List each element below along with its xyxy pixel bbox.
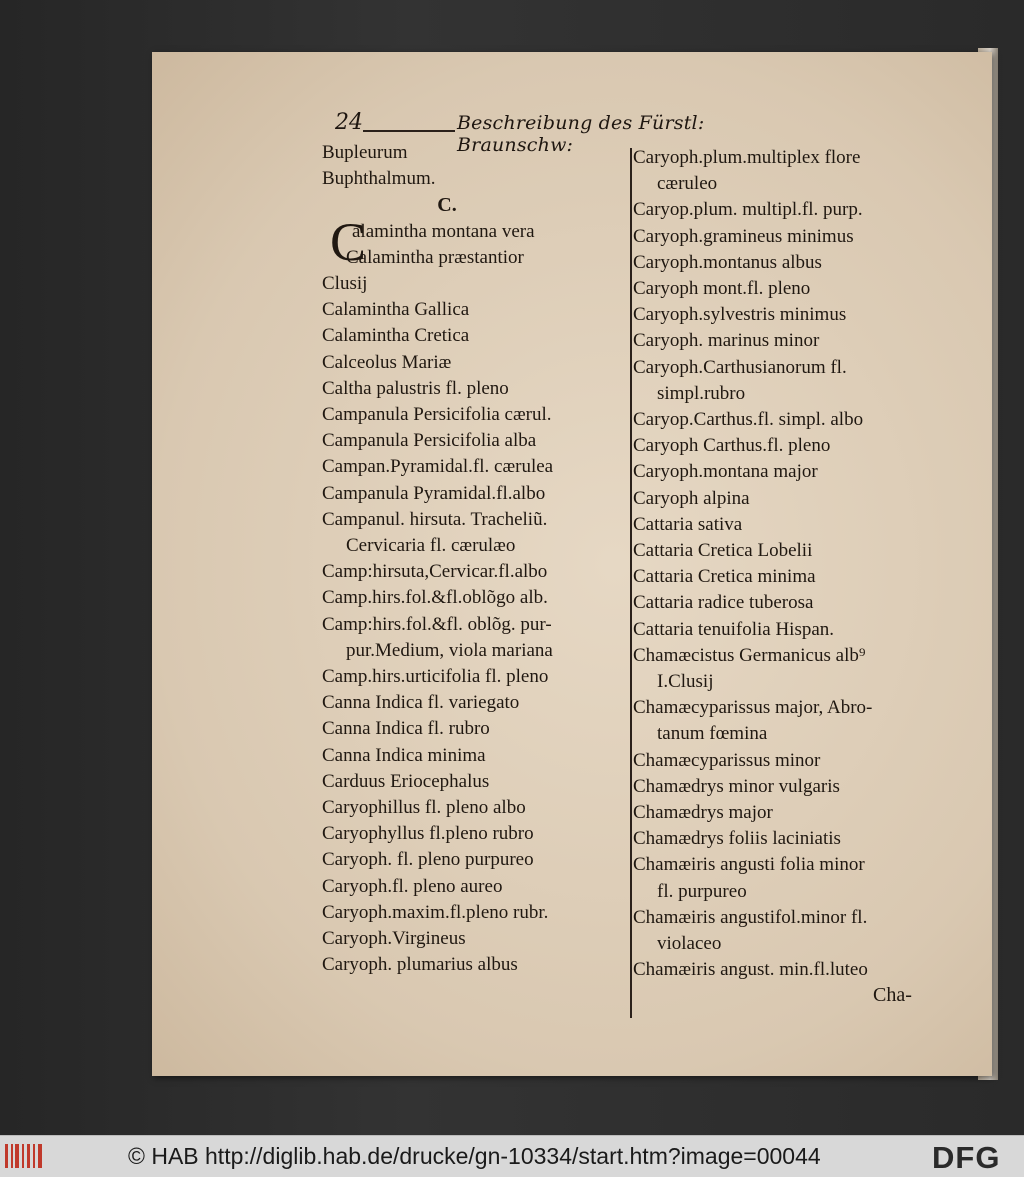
dropcap-rest: alamintha montana vera xyxy=(352,220,535,242)
left-column xyxy=(322,140,632,979)
hab-barcode-logo-icon xyxy=(4,1142,46,1170)
list-item: Chamæcistus Germanicus alb⁹ xyxy=(633,644,866,666)
list-item: cæruleo xyxy=(657,173,718,195)
list-item: Canna Indica fl. variegato xyxy=(322,692,520,714)
list-item: I.Clusij xyxy=(657,671,714,693)
list-item: Campanula Pyramidal.fl.albo xyxy=(322,482,546,504)
footer-credit-link[interactable]: © HAB http://diglib.hab.de/drucke/gn-10334/start.htm?image=00044 xyxy=(128,1143,821,1169)
list-item: Chamæiris angust. min.fl.luteo xyxy=(633,959,868,981)
list-item: Cattaria radice tuberosa xyxy=(633,592,814,614)
list-item: Clusij xyxy=(322,273,368,295)
list-item: Camp.hirs.fol.&fl.oblõgo alb. xyxy=(322,587,548,609)
list-item: Chamæcyparissus major, Abro- xyxy=(633,697,873,719)
list-item: Caryoph Carthus.fl. pleno xyxy=(633,435,831,457)
list-item: violaceo xyxy=(657,933,722,955)
dropcap-letter: C xyxy=(330,211,367,272)
list-item: Campan.Pyramidal.fl. cærulea xyxy=(322,456,554,478)
list-item: Caryoph.fl. pleno aureo xyxy=(322,875,503,897)
column-rule xyxy=(630,148,632,1018)
list-item: Camp:hirs.fol.&fl. oblõg. pur- xyxy=(322,613,552,635)
list-item: Campanula Persicifolia alba xyxy=(322,430,537,452)
list-item: Cervicaria fl. cærulæo xyxy=(346,535,516,557)
list-item: Carduus Eriocephalus xyxy=(322,770,490,792)
list-item: Campanul. hirsuta. Tracheliũ. xyxy=(322,508,548,530)
list-item: fl. purpureo xyxy=(657,880,747,902)
list-item: Cattaria sativa xyxy=(633,513,743,535)
list-item: Caryoph.maxim.fl.pleno rubr. xyxy=(322,901,549,923)
list-item: Calamintha Cretica xyxy=(322,325,470,347)
list-item: Caryop.plum. multipl.fl. purp. xyxy=(633,199,863,221)
list-item: Campanula Persicifolia cærul. xyxy=(322,404,552,426)
list-item: Calamintha præstantior xyxy=(346,246,524,268)
list-item: Calceolus Mariæ xyxy=(322,351,452,373)
left-entry-list xyxy=(322,245,632,979)
list-item: Caryoph mont.fl. pleno xyxy=(633,278,811,300)
header-rule xyxy=(363,130,455,132)
list-item: Cattaria Cretica Lobelii xyxy=(633,540,813,562)
list-item: Caryoph alpina xyxy=(633,487,750,509)
list-item: Caryoph. plumarius albus xyxy=(322,954,518,976)
dfg-logo: DFG xyxy=(932,1140,1001,1175)
list-item: Caryophyllus fl.pleno rubro xyxy=(322,823,534,845)
list-item: Chamædrys foliis laciniatis xyxy=(633,828,841,850)
list-item: Caryoph.montana major xyxy=(633,461,818,483)
list-item: Caryop.Carthus.fl. simpl. albo xyxy=(633,409,864,431)
list-item: Caryoph.sylvestris minimus xyxy=(633,304,847,326)
list-item: Canna Indica minima xyxy=(322,744,486,766)
list-item: Caryoph. fl. pleno purpureo xyxy=(322,849,534,871)
list-item: Calamintha Gallica xyxy=(322,299,470,321)
right-column xyxy=(633,145,963,984)
list-item: Chamædrys major xyxy=(633,802,773,824)
catchword: Cha- xyxy=(873,984,912,1006)
list-item: Caltha palustris fl. pleno xyxy=(322,377,509,399)
list-item: Chamædrys minor vulgaris xyxy=(633,775,840,797)
running-head: Beschreibung des Fürstl: Braunschw: xyxy=(457,112,705,156)
list-item: Chamæiris angustifol.minor fl. xyxy=(633,906,868,928)
list-item: Caryoph.gramineus minimus xyxy=(633,225,854,247)
list-item: Canna Indica fl. rubro xyxy=(322,718,490,740)
list-item: Caryoph.plum.multiplex flore xyxy=(633,147,861,168)
list-item: Caryoph.Virgineus xyxy=(322,928,466,950)
list-item: simpl.rubro xyxy=(657,382,746,404)
right-entry-list xyxy=(633,145,963,984)
list-item: Chamæcyparissus minor xyxy=(633,749,821,771)
list-item: Caryophillus fl. pleno albo xyxy=(322,797,526,819)
section-letter: C. xyxy=(437,194,457,217)
list-item: Caryoph.montanus albus xyxy=(633,251,822,273)
list-item: Caryoph. marinus minor xyxy=(633,330,820,352)
list-item: Bupleurum xyxy=(322,142,408,163)
list-item: Cattaria Cretica minima xyxy=(633,566,816,588)
list-item: Caryoph.Carthusianorum fl. xyxy=(633,356,847,378)
list-item: tanum fœmina xyxy=(657,723,768,745)
list-item: Chamæiris angusti folia minor xyxy=(633,854,865,876)
footer-bar xyxy=(0,1135,1024,1177)
list-item: Camp.hirs.urticifolia fl. pleno xyxy=(322,666,549,688)
list-item: pur.Medium, viola mariana xyxy=(346,639,553,661)
list-item: Camp:hirsuta,Cervicar.fl.albo xyxy=(322,561,548,583)
list-item: Cattaria tenuifolia Hispan. xyxy=(633,618,835,640)
page-number: 24 xyxy=(335,110,363,135)
list-item: Buphthalmum. xyxy=(322,168,436,190)
